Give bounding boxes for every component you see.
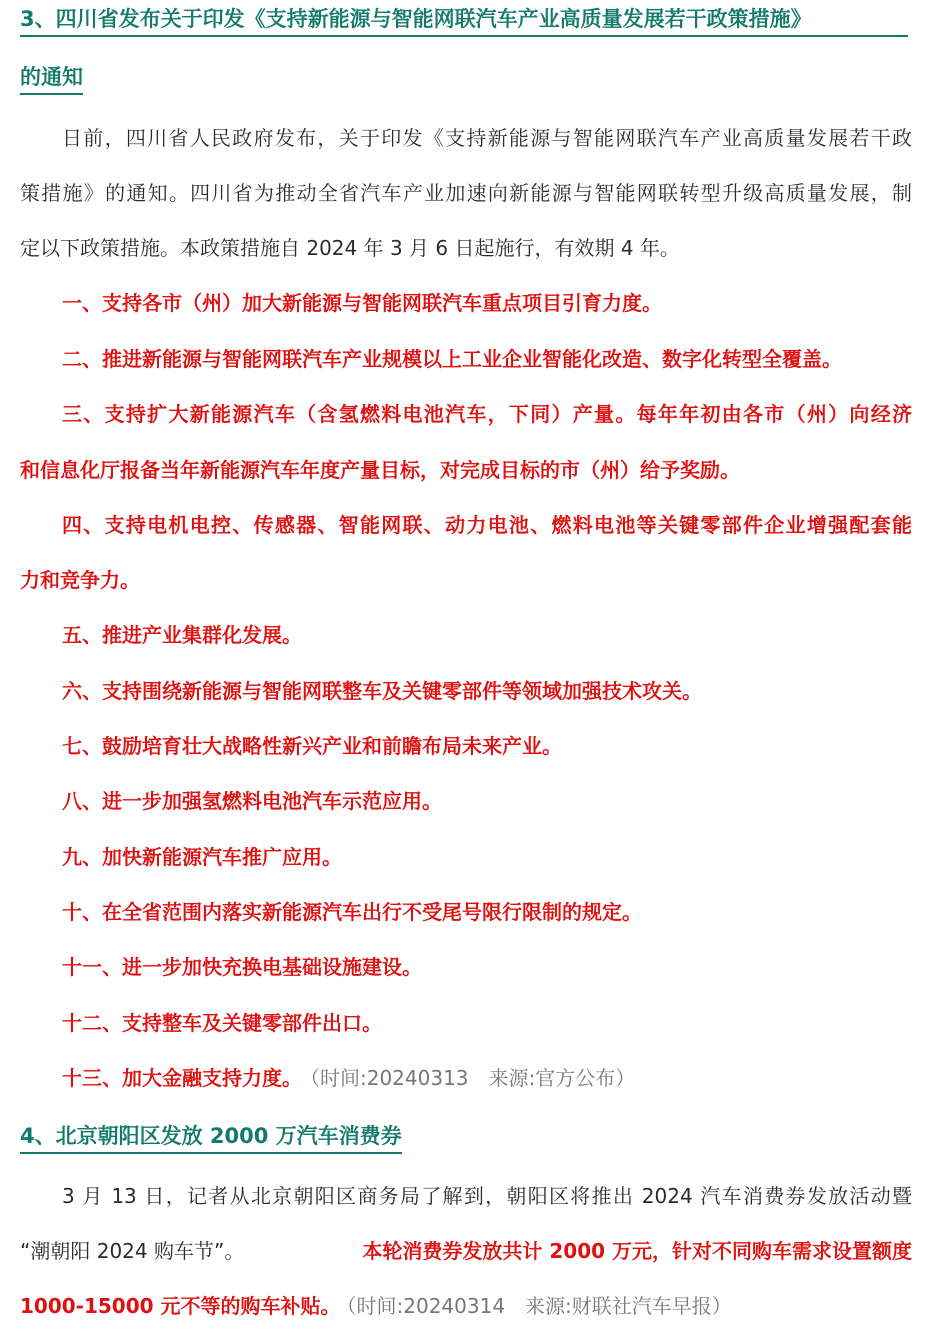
policy-item-1: 一、支持各市（州）加大新能源与智能网联汽车重点项目引育力度。 [62, 291, 662, 315]
policy-item-9: 九、加快新能源汽车推广应用。 [62, 845, 342, 869]
policy-item-10: 十、在全省范围内落实新能源汽车出行不受尾号限行限制的规定。 [62, 900, 642, 924]
policy-item-3-line1: 三、支持扩大新能源汽车（含氢燃料电池汽车，下同）产量。每年年初由各市（州）向经济 [62, 402, 912, 426]
section3-intro-line2: 策措施》的通知。四川省为推动全省汽车产业加速向新能源与智能网联转型升级高质量发展，制 [20, 181, 912, 205]
section3-heading-line1: 3、四川省发布关于印发《支持新能源与智能网联汽车产业高质量发展若干政策措施》 [20, 4, 908, 37]
policy-item-13: 十三、加大金融支持力度。 [62, 1066, 302, 1090]
policy-item-4-line2: 力和竞争力。 [20, 568, 140, 592]
section4-line3-row [20, 1291, 732, 1321]
policy-item-12: 十二、支持整车及关键零部件出口。 [62, 1011, 382, 1035]
policy-item-6: 六、支持围绕新能源与智能网联整车及关键零部件等领域加强技术攻关。 [62, 679, 702, 703]
section4-line1: 3 月 13 日，记者从北京朝阳区商务局了解到，朝阳区将推出 2024 汽车消费券发放活动暨 [62, 1184, 912, 1208]
section4-heading-wrap [20, 1121, 402, 1154]
policy-item-5: 五、推进产业集群化发展。 [62, 623, 302, 647]
section4-line2-red: 本轮消费券发放共计 2000 万元，针对不同购车需求设置额度 [362, 1239, 912, 1263]
section4-source: （时间:20240314 来源:财联社汽车早报） [346, 1294, 732, 1318]
section3-heading-line2-wrap [20, 62, 83, 95]
section3-heading [20, 4, 908, 37]
policy-item-13-row [62, 1063, 635, 1093]
section4-line2-row [20, 1236, 912, 1266]
section3-heading-line2: 的通知 [20, 62, 83, 95]
section3-intro-line3: 定以下政策措施。本政策措施自 2024 年 3 月 6 日起施行，有效期 4 年。 [20, 236, 680, 260]
policy-item-7: 七、鼓励培育壮大战略性新兴产业和前瞻布局未来产业。 [62, 734, 562, 758]
section3-intro-line1: 日前，四川省人民政府发布，关于印发《支持新能源与智能网联汽车产业高质量发展若干政 [62, 126, 912, 150]
section4-line3-red: 1000-15000 元不等的购车补贴。 [20, 1294, 341, 1318]
policy-item-8: 八、进一步加强氢燃料电池汽车示范应用。 [62, 789, 442, 813]
policy-item-2: 二、推进新能源与智能网联汽车产业规模以上工业企业智能化改造、数字化转型全覆盖。 [62, 347, 842, 371]
section4-line2-black: “潮朝阳 2024 购车节”。 [20, 1239, 245, 1263]
section4-heading: 4、北京朝阳区发放 2000 万汽车消费券 [20, 1121, 402, 1154]
policy-item-3-line2: 和信息化厅报备当年新能源汽车年度产量目标，对完成目标的市（州）给予奖励。 [20, 458, 740, 482]
section3-source: （时间:20240313 来源:官方公布） [310, 1066, 636, 1090]
policy-item-11: 十一、进一步加快充换电基础设施建设。 [62, 955, 422, 979]
policy-item-4-line1: 四、支持电机电控、传感器、智能网联、动力电池、燃料电池等关键零部件企业增强配套能 [62, 513, 912, 537]
